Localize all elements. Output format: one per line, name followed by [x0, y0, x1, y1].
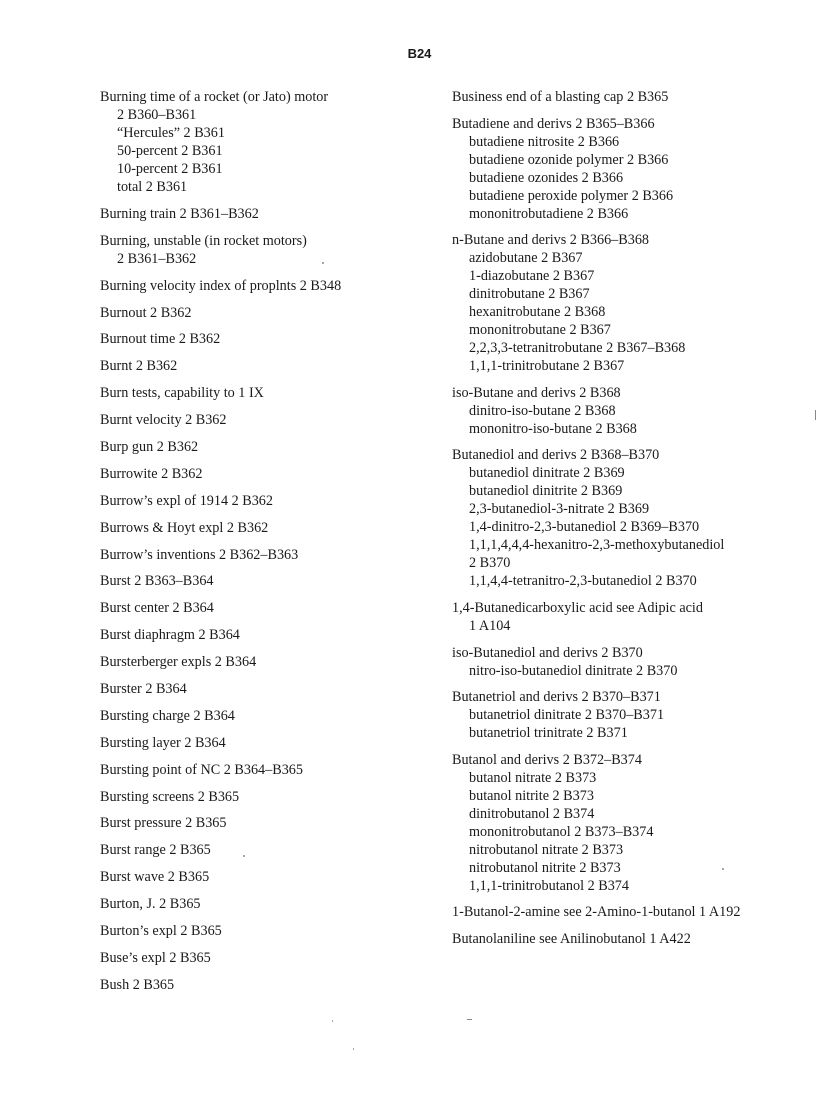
index-entry-heading: Burton’s expl 2 B365 — [100, 923, 222, 940]
index-entry-subline: mononitrobutane 2 B367 — [469, 322, 611, 339]
entry-gap — [452, 106, 792, 115]
index-entry-subline: butanetriol trinitrate 2 B371 — [469, 725, 628, 742]
index-entry — [100, 788, 430, 806]
index-entry-heading: Bursting layer 2 B364 — [100, 734, 226, 751]
entry-gap — [452, 921, 792, 930]
index-entry — [100, 411, 430, 429]
entry-gap — [100, 886, 430, 895]
index-entry — [100, 357, 430, 375]
entry-gap — [100, 671, 430, 680]
index-entry — [100, 949, 430, 967]
index-entry-heading: n-Butane and derivs 2 B366–B368 — [452, 232, 650, 249]
index-entry — [452, 231, 792, 375]
index-entry-heading: Butadiene and derivs 2 B365–B366 — [452, 115, 655, 132]
index-entry-heading: Buse’s expl 2 B365 — [100, 949, 211, 966]
index-column-left — [100, 88, 430, 994]
index-entry-heading: Bush 2 B365 — [100, 976, 175, 993]
index-entry — [100, 304, 430, 322]
scan-speck — [722, 868, 724, 870]
index-entry — [100, 653, 430, 671]
index-entry-subline: dinitrobutanol 2 B374 — [469, 805, 595, 822]
index-entry — [100, 438, 430, 456]
index-entry-heading: Burst pressure 2 B365 — [100, 815, 227, 832]
entry-gap — [100, 564, 430, 573]
index-entry-heading: Burster 2 B364 — [100, 681, 187, 698]
index-entry-subline: 1-diazobutane 2 B367 — [469, 268, 595, 285]
index-entry — [100, 922, 430, 940]
index-entry-subline: 1,1,1-trinitrobutane 2 B367 — [469, 358, 625, 375]
index-entry — [452, 903, 792, 921]
index-entry — [100, 868, 430, 886]
index-entry — [452, 446, 792, 590]
index-entry-subline: butanediol dinitrite 2 B369 — [469, 483, 623, 500]
index-entry — [100, 384, 430, 402]
index-entry — [100, 546, 430, 564]
entry-gap — [452, 895, 792, 904]
entry-gap — [100, 537, 430, 546]
index-entry — [100, 572, 430, 590]
index-entry-subline: 2,3-butanediol-3-nitrate 2 B369 — [469, 501, 650, 518]
entry-gap — [100, 940, 430, 949]
index-entry-subline: “Hercules” 2 B361 — [117, 125, 225, 141]
scan-speck — [353, 1048, 354, 1050]
index-entry-heading: Burst center 2 B364 — [100, 600, 214, 617]
entry-gap — [100, 402, 430, 411]
index-entry-subline: 1,1,1-trinitrobutanol 2 B374 — [469, 877, 629, 894]
entry-gap — [452, 223, 792, 232]
index-entry — [452, 384, 792, 438]
index-entry-subline: butadiene nitrosite 2 B366 — [469, 133, 620, 150]
index-entry-subline: 2,2,3,3-tetranitrobutane 2 B367–B368 — [469, 340, 686, 357]
index-entry — [100, 465, 430, 483]
entry-gap — [452, 590, 792, 599]
index-entry — [452, 115, 792, 223]
index-entry-subline: 1 A104 — [469, 617, 511, 634]
index-entry — [100, 205, 430, 223]
index-entry-subline: butadiene peroxide polymer 2 B366 — [469, 187, 674, 204]
index-entry-heading: Burnout 2 B362 — [100, 304, 192, 321]
entry-gap — [100, 752, 430, 761]
entry-gap — [100, 725, 430, 734]
entry-gap — [100, 223, 430, 232]
entry-gap — [100, 779, 430, 788]
index-entry-heading: Burp gun 2 B362 — [100, 439, 199, 456]
index-entry-subline: dinitrobutane 2 B367 — [469, 286, 590, 303]
scan-speck — [467, 1019, 472, 1020]
entry-gap — [100, 456, 430, 465]
index-entry — [452, 688, 792, 742]
index-entry-heading: Burst diaphragm 2 B364 — [100, 627, 240, 644]
index-entry-heading: Burning train 2 B361–B362 — [100, 205, 259, 222]
entry-gap — [100, 196, 430, 205]
index-entry-subline: dinitro-iso-butane 2 B368 — [469, 402, 616, 419]
index-entry — [100, 599, 430, 617]
index-entry-subline: 1,1,4,4-tetranitro-2,3-butanediol 2 B370 — [469, 573, 697, 590]
entry-gap — [452, 635, 792, 644]
entry-gap — [452, 375, 792, 384]
scan-speck — [243, 855, 245, 857]
entry-gap — [452, 742, 792, 751]
index-entry-subline: butanetriol dinitrate 2 B370–B371 — [469, 707, 665, 724]
index-entry — [100, 519, 430, 537]
index-entry-heading: Butanolaniline see Anilinobutanol 1 A422 — [452, 930, 691, 947]
index-entry — [100, 734, 430, 752]
index-entry-heading: Burning velocity index of proplnts 2 B348 — [100, 277, 342, 294]
entry-gap — [100, 348, 430, 357]
entry-gap — [452, 438, 792, 447]
scan-speck — [815, 410, 816, 420]
index-entry-subline: 2 B370 — [469, 555, 511, 572]
index-entry — [100, 626, 430, 644]
index-entry — [100, 88, 430, 196]
entry-gap — [100, 967, 430, 976]
index-entry-heading: Burning time of a rocket (or Jato) motor — [100, 89, 329, 105]
index-entry-subline: 1,4-dinitro-2,3-butanediol 2 B369–B370 — [469, 519, 700, 536]
entry-gap — [100, 859, 430, 868]
index-entry-heading: Burn tests, capability to 1 IX — [100, 385, 264, 402]
index-entry — [100, 895, 430, 913]
index-entry-heading: Business end of a blasting cap 2 B365 — [452, 89, 669, 105]
index-entry — [452, 88, 792, 106]
index-entry-heading: Bursting screens 2 B365 — [100, 788, 240, 805]
entry-gap — [100, 644, 430, 653]
index-entry — [100, 277, 430, 295]
index-entry-heading: iso-Butanediol and derivs 2 B370 — [452, 644, 643, 661]
index-entry-subline: nitro-iso-butanediol dinitrate 2 B370 — [469, 662, 678, 679]
index-column-right — [452, 88, 792, 948]
entry-gap — [100, 268, 430, 277]
index-entry — [452, 930, 792, 948]
index-entry — [452, 599, 792, 635]
index-entry-heading: Burst range 2 B365 — [100, 842, 211, 859]
index-entry-subline: azidobutane 2 B367 — [469, 250, 583, 267]
index-entry-subline: mononitro-iso-butane 2 B368 — [469, 420, 637, 437]
index-entry-subline: butadiene ozonide polymer 2 B366 — [469, 151, 669, 168]
index-entry-heading: Butanetriol and derivs 2 B370–B371 — [452, 689, 661, 706]
index-entry-heading: Burrows & Hoyt expl 2 B362 — [100, 519, 269, 536]
index-entry — [100, 492, 430, 510]
entry-gap — [100, 617, 430, 626]
index-entry-subline: hexanitrobutane 2 B368 — [469, 304, 606, 321]
index-entry-heading: 1,4-Butanedicarboxylic acid see Adipic acid — [452, 599, 703, 616]
index-entry-subline: nitrobutanol nitrate 2 B373 — [469, 841, 624, 858]
entry-gap — [100, 322, 430, 331]
index-entry-subline: nitrobutanol nitrite 2 B373 — [469, 859, 621, 876]
entry-gap — [100, 698, 430, 707]
index-entry — [100, 707, 430, 725]
index-entry-subline: 2 B361–B362 — [117, 250, 197, 267]
entry-gap — [100, 483, 430, 492]
index-entry-heading: Burton, J. 2 B365 — [100, 896, 201, 913]
entry-gap — [100, 429, 430, 438]
index-entry-subline: 50-percent 2 B361 — [117, 143, 223, 159]
entry-gap — [100, 590, 430, 599]
index-entry-subline: total 2 B361 — [117, 179, 188, 195]
index-entry — [100, 680, 430, 698]
index-entry-subline: mononitrobutadiene 2 B366 — [469, 205, 629, 222]
index-entry-heading: iso-Butane and derivs 2 B368 — [452, 384, 621, 401]
index-entry — [100, 976, 430, 994]
index-entry-heading: Burrow’s inventions 2 B362–B363 — [100, 546, 299, 563]
entry-gap — [100, 832, 430, 841]
index-entry — [100, 232, 430, 268]
index-entry-heading: Burning, unstable (in rocket motors) — [100, 232, 307, 249]
index-entry-heading: Burnt velocity 2 B362 — [100, 412, 227, 429]
index-entry — [100, 841, 430, 859]
page-number: B24 — [407, 46, 432, 61]
entry-gap — [100, 510, 430, 519]
index-entry-heading: Burrowite 2 B362 — [100, 465, 203, 482]
index-entry-heading: Bursting point of NC 2 B364–B365 — [100, 761, 303, 778]
index-entry-heading: Burrow’s expl of 1914 2 B362 — [100, 492, 273, 509]
index-entry-subline: butanol nitrite 2 B373 — [469, 787, 594, 804]
index-entry — [452, 644, 792, 680]
index-entry-subline: butanol nitrate 2 B373 — [469, 769, 597, 786]
index-entry-heading: Burnout time 2 B362 — [100, 331, 221, 348]
entry-gap — [100, 295, 430, 304]
index-entry-subline: 10-percent 2 B361 — [117, 161, 223, 177]
index-entry-heading: 1-Butanol-2-amine see 2-Amino-1-butanol 1 A192 — [452, 904, 741, 921]
index-entry-heading: Burst wave 2 B365 — [100, 869, 210, 886]
index-entry-heading: Bursting charge 2 B364 — [100, 707, 235, 724]
entry-gap — [100, 806, 430, 815]
entry-gap — [100, 913, 430, 922]
index-entry-heading: Burst 2 B363–B364 — [100, 573, 214, 590]
index-entry-heading: Butanediol and derivs 2 B368–B370 — [452, 447, 660, 464]
index-entry — [100, 761, 430, 779]
scan-speck — [322, 262, 324, 264]
entry-gap — [100, 375, 430, 384]
index-entry-subline: mononitrobutanol 2 B373–B374 — [469, 823, 654, 840]
index-entry — [452, 751, 792, 895]
index-entry-subline: 1,1,1,4,4,4-hexanitro-2,3-methoxybutanediol — [469, 537, 725, 554]
entry-gap — [452, 680, 792, 689]
scan-speck — [332, 1020, 333, 1022]
index-entry — [100, 330, 430, 348]
index-entry-subline: butadiene ozonides 2 B366 — [469, 169, 624, 186]
index-entry-heading: Butanol and derivs 2 B372–B374 — [452, 751, 642, 768]
index-entry — [100, 814, 430, 832]
index-entry-heading: Bursterberger expls 2 B364 — [100, 654, 257, 671]
index-entry-subline: 2 B360–B361 — [117, 107, 197, 123]
index-entry-subline: butanediol dinitrate 2 B369 — [469, 465, 625, 482]
index-entry-heading: Burnt 2 B362 — [100, 358, 178, 375]
